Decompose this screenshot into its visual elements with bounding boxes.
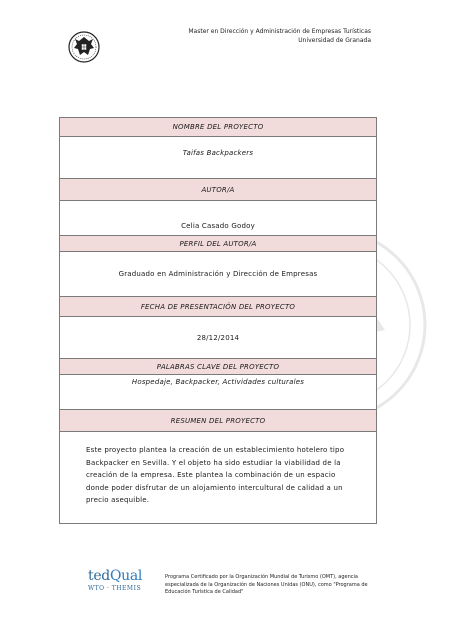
logo-wordmark	[88, 568, 156, 584]
logo-wordmark-b: Qual	[109, 568, 143, 584]
author-value: Celia Casado Godoy	[60, 201, 376, 236]
logo-subtitle: WTO · THEMIS	[88, 585, 142, 592]
presentation-date-label: FECHA DE PRESENTACIÓN DEL PROYECTO	[60, 297, 376, 317]
header-line-1: Master en Dirección y Administración de Empresas Turísticas	[188, 28, 371, 35]
summary-cell	[60, 432, 376, 523]
summary-label: RESUMEN DEL PROYECTO	[60, 410, 376, 432]
project-name-label: NOMBRE DEL PROYECTO	[60, 118, 376, 137]
project-info-table	[59, 117, 377, 524]
keywords-label: PALABRAS CLAVE DEL PROYECTO	[60, 359, 376, 375]
summary-text: Este proyecto plantea la creación de un establecimiento hotelero tipo Backpacker en Sevilla. Y el objeto ha sido estudiar la viabilidad de la creación de la empresa. Este plantea la combinación de un espacio donde poder disfrutar de un alojamiento intercultural de calidad a un precio asequible.	[86, 446, 345, 504]
header-text	[188, 27, 371, 45]
header-line-2: Universidad de Granada	[298, 37, 371, 44]
logo-wordmark-a: ted	[88, 568, 110, 584]
project-name-value: Taifas Backpackers	[60, 137, 376, 179]
tedqual-logo	[88, 568, 156, 600]
university-crest-icon	[68, 30, 100, 64]
presentation-date-value: 28/12/2014	[60, 317, 376, 359]
author-profile-value: Graduado en Administración y Dirección de Empresas	[60, 252, 376, 297]
keywords-value: Hospedaje, Backpacker, Actividades culturales	[60, 375, 376, 410]
footer-text: Programa Certificado por la Organización Mundial de Turismo (OMT), agencia especializada de la Organización de Naciones Unidas (ONU), como "Programa de Educación Turística de Calidad"	[165, 574, 368, 596]
author-profile-label: PERFIL DEL AUTOR/A	[60, 236, 376, 252]
author-label: AUTOR/A	[60, 179, 376, 201]
